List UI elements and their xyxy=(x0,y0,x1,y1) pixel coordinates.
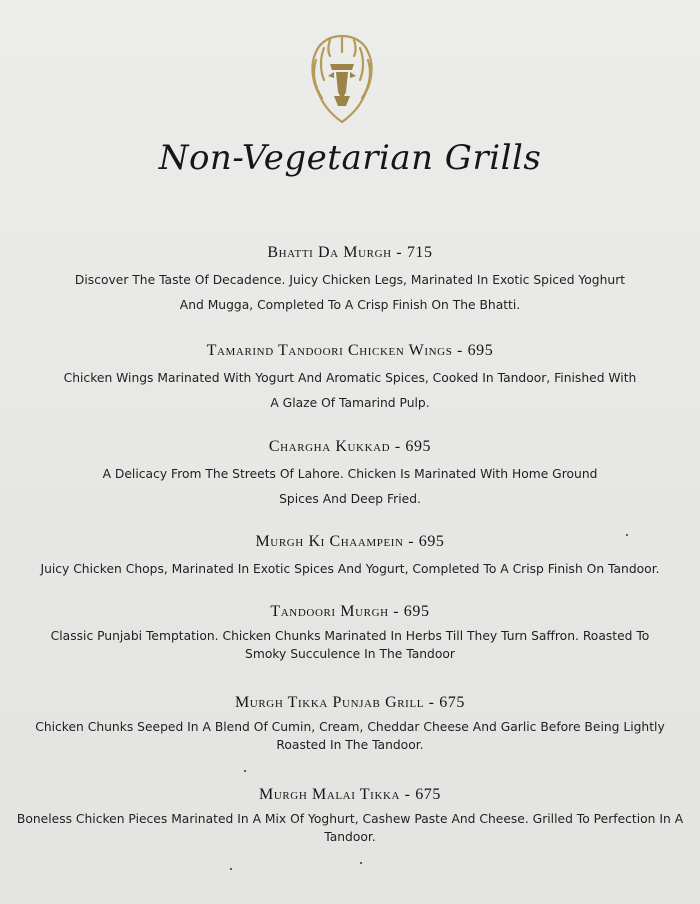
section-title: Non-Vegetarian Grills xyxy=(158,138,542,178)
menu-item xyxy=(0,244,700,318)
menu-item xyxy=(0,694,700,754)
dish-description: Chicken Chunks Seeped In A Blend Of Cumin, Cream, Cheddar Cheese And Garlic Before Being Lightly Roasted In The Tandoor. xyxy=(35,720,665,752)
dish-description: Classic Punjabi Temptation. Chicken Chunks Marinated In Herbs Till They Turn Saffron. Roasted To Smoky Succulence In The Tandoor xyxy=(50,629,650,661)
paper-speck xyxy=(360,862,362,864)
paper-speck xyxy=(230,868,232,870)
dish-description: Discover The Taste Of Decadence. Juicy Chicken Legs, Marinated In Exotic Spiced Yoghurt And Mugga, Completed To A Crisp Finish On The Bhatti. xyxy=(74,273,626,312)
dish-name: Tandoori Murgh - 695 xyxy=(270,603,430,620)
dish-name: Murgh Malai Tikka - 675 xyxy=(259,786,441,803)
menu-item xyxy=(0,603,700,663)
menu-item xyxy=(0,342,700,416)
paper-speck xyxy=(626,534,628,536)
dish-name: Chargha Kukkad - 695 xyxy=(268,438,432,455)
dish-description: Boneless Chicken Pieces Marinated In A Mix Of Yoghurt, Cashew Paste And Cheese. Grilled To Perfection In A Tandoor. xyxy=(16,812,684,844)
dish-name: Bhatti Da Murgh - 715 xyxy=(267,244,433,261)
dish-description: Juicy Chicken Chops, Marinated In Exotic Spices And Yogurt, Completed To A Crisp Finish On Tandoor. xyxy=(40,562,660,576)
paper-speck xyxy=(244,770,246,772)
lion-head-icon xyxy=(300,30,384,128)
dish-name: Murgh Ki Chaampein - 695 xyxy=(255,533,445,550)
dish-description: Chicken Wings Marinated With Yogurt And Aromatic Spices, Cooked In Tandoor, Finished With A Glaze Of Tamarind Pulp. xyxy=(63,371,637,410)
menu-item xyxy=(0,786,700,846)
dish-name: Murgh Tikka Punjab Grill - 675 xyxy=(234,694,466,711)
menu-item xyxy=(0,438,700,512)
dish-name: Tamarind Tandoori Chicken Wings - 695 xyxy=(206,342,494,359)
menu-item xyxy=(0,533,700,582)
dish-description: A Delicacy From The Streets Of Lahore. Chicken Is Marinated With Home Ground Spices And Deep Fried. xyxy=(102,467,598,506)
